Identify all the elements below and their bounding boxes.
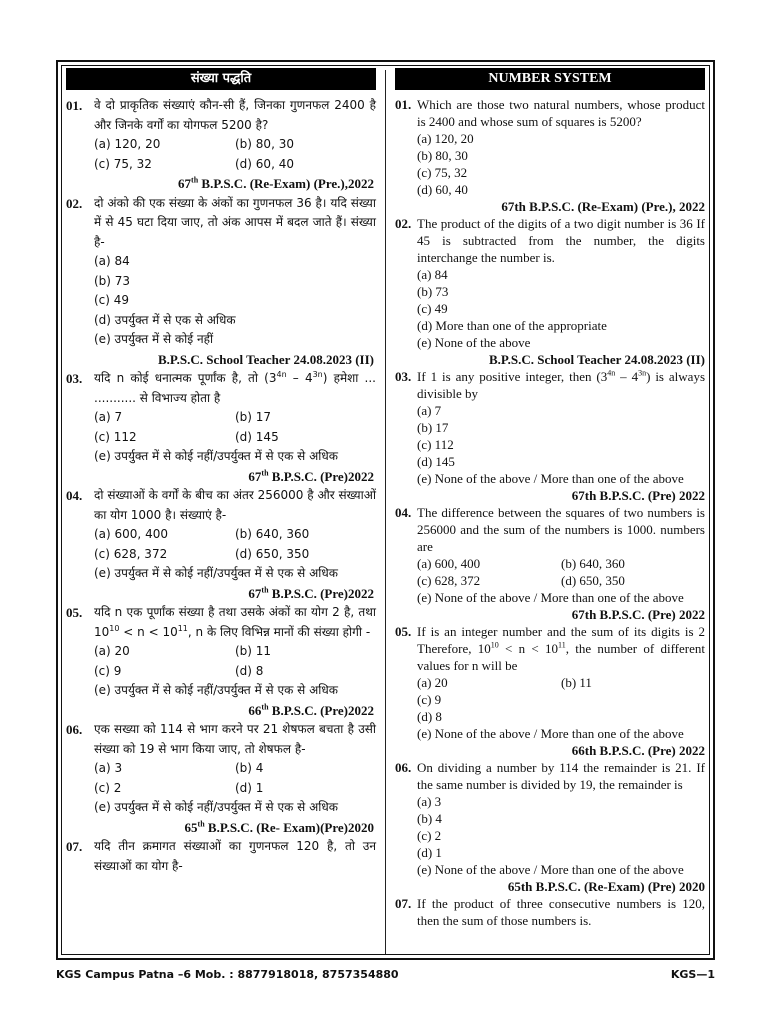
option-d: (d) 60, 40 (235, 156, 294, 171)
option-c: (c) 49 (417, 301, 448, 316)
question-text: If is an integer number and the sum of its digits is 2 Therefore, $10^{10} < n < 10^{11}$, the number of different values for n will be (417, 624, 705, 673)
question-text: दो अंको की एक संख्या के अंकों का गुणनफल 36 है। यदि संख्या में से 45 घटा दिया जाए, तो अंक आपस में बदल जाते हैं। संख्या है- (94, 195, 376, 249)
option-c: (c) 112 (94, 429, 137, 444)
option-d: (d) More than one of the appropriate (417, 318, 607, 333)
question-number: 04. (395, 505, 412, 520)
option-e: (e) उपर्युक्त में से कोई नहीं (94, 332, 214, 346)
english-column (395, 68, 705, 929)
source-citation: 67th B.P.S.C. (Pre) 2022 (571, 488, 705, 503)
footer-contact: KGS Campus Patna –6 Mob. : 8877918018, 8757354880 (56, 968, 399, 981)
option-b: (b) 17 (235, 410, 272, 424)
option-c: (c) 628, 372 (417, 573, 481, 588)
option-b: (b) 4 (235, 761, 264, 775)
option-b: (b) 17 (417, 420, 449, 435)
option-a: (a) 120, 20 (94, 137, 161, 151)
question-text: The product of the digits of a two digit number is 36 If 45 is subtracted from the number, the digits interchange the number is. (417, 216, 705, 265)
option-b: (b) 11 (561, 675, 592, 690)
hindi-question-1 (66, 96, 376, 174)
option-e: (e) None of the above / More than one of the above (417, 590, 684, 605)
question-text: On dividing a number by 114 the remainder is 21. If the same number is divided by 19, the remainder is (417, 760, 705, 792)
column-divider (385, 70, 386, 954)
hindi-section-header: संख्या पद्धति (66, 68, 376, 90)
option-b: (b) 4 (417, 811, 442, 826)
hindi-question-5 (66, 603, 376, 701)
option-d: (d) 145 (417, 454, 455, 469)
question-text: If the product of three consecutive numbers is 120, then the sum of those numbers is. (417, 896, 705, 928)
option-c: (c) 75, 32 (94, 156, 152, 171)
option-d: (d) 1 (417, 845, 442, 860)
question-number: 02. (66, 195, 83, 211)
option-e: (e) उपर्युक्त में से कोई नहीं/उपर्युक्त में से एक से अधिक (94, 800, 338, 814)
question-text: If 1 is any positive integer, then $(3^{4n} - 4^{3n})$ is always divisible by (417, 368, 706, 401)
question-number: 01. (395, 97, 412, 112)
option-a: (a) 3 (417, 794, 442, 809)
source-citation: 66th B.P.S.C. (Pre)2022 (248, 702, 374, 718)
source-citation: 65th B.P.S.C. (Re-Exam) (Pre) 2020 (507, 879, 705, 894)
english-question-6 (395, 759, 705, 878)
question-text: यदि n एक पूर्णांक संख्या है तथा उसके अंकों का योग 2 है, तथा $10^{10} < n < 10^{11}$, n के लिए विभिन्न मानों की संख्या होगी - (94, 605, 376, 639)
source-citation: 66th B.P.S.C. (Pre) 2022 (571, 743, 705, 758)
option-c: (c) 628, 372 (94, 546, 168, 561)
option-e: (e) उपर्युक्त में से कोई नहीं/उपर्युक्त में से एक से अधिक (94, 683, 338, 697)
question-number: 04. (66, 488, 83, 503)
option-a: (a) 84 (417, 267, 448, 282)
option-e: (e) None of the above / More than one of the above (417, 471, 684, 486)
source-citation: 67th B.P.S.C. (Pre) 2022 (571, 607, 705, 622)
option-c: (c) 9 (417, 692, 442, 707)
question-text: Which are those two natural numbers, whose product is 2400 and whose sum of squares is 5200? (417, 97, 705, 129)
option-a: (a) 120, 20 (417, 131, 474, 146)
english-question-7 (395, 895, 705, 929)
hindi-question-6 (66, 720, 376, 818)
english-question-5 (395, 623, 705, 742)
ordinal-sup: th (191, 175, 199, 185)
option-c: (c) 112 (417, 437, 454, 452)
question-number: 06. (395, 760, 412, 775)
hindi-question-3 (66, 369, 376, 467)
option-d: (d) 650, 350 (235, 546, 310, 561)
question-number: 03. (395, 369, 412, 384)
option-b: (b) 640, 360 (561, 556, 625, 571)
option-c: (c) 2 (94, 780, 122, 795)
english-question-2 (395, 215, 705, 351)
hindi-column (66, 68, 376, 876)
source-citation: B.P.S.C. School Teacher 24.08.2023 (II) (158, 351, 374, 367)
question-text: वे दो प्राकृतिक संख्याएं कौन-सी हैं, जिनका गुणनफल 2400 है और जिनके वर्गों का योगफल 5200 है? (94, 98, 376, 132)
option-c: (c) 9 (94, 663, 122, 678)
option-a: (a) 84 (94, 254, 130, 268)
option-b: (b) 80, 30 (417, 148, 468, 163)
source-citation: 67th B.P.S.C. (Re-Exam) (Pre.),2022 (178, 175, 374, 191)
option-e: (e) उपर्युक्त में से कोई नहीं/उपर्युक्त में से एक से अधिक (94, 566, 338, 580)
question-number: 02. (395, 216, 412, 231)
option-a: (a) 20 (417, 675, 448, 690)
hindi-question-2 (66, 194, 376, 350)
question-text: दो संख्याओं के वर्गों के बीच का अंतर 256000 है और संख्याओं का योग 1000 है। संख्याएं है- (94, 488, 376, 522)
question-text: यदि तीन क्रमागत संख्याओं का गुणनफल 120 है, तो उन संख्याओं का योग है- (94, 839, 376, 873)
question-number: 03. (66, 371, 83, 386)
source-citation: 65th B.P.S.C. (Re- Exam)(Pre)2020 (184, 819, 374, 835)
option-a: (a) 600, 400 (417, 556, 481, 571)
question-number: 01. (66, 98, 83, 113)
source-citation: 67th B.P.S.C. (Pre)2022 (248, 468, 374, 484)
english-question-4 (395, 504, 705, 606)
option-a: (a) 7 (94, 410, 123, 424)
hindi-question-4 (66, 486, 376, 584)
question-number: 05. (395, 624, 412, 639)
option-c: (c) 49 (94, 293, 130, 307)
question-number: 07. (66, 839, 83, 854)
option-d: (d) 1 (235, 780, 264, 795)
option-a: (a) 600, 400 (94, 527, 168, 541)
english-question-1 (395, 96, 705, 198)
english-question-3 (395, 368, 705, 487)
option-c: (c) 2 (417, 828, 442, 843)
option-d: (d) 650, 350 (561, 573, 625, 588)
question-text: एक सख्या को 114 से भाग करने पर 21 शेषफल बचता है उसी संख्या को 19 से भाग किया जाए, तो शेषफल है- (94, 722, 376, 756)
option-a: (a) 20 (94, 644, 130, 658)
option-b: (b) 73 (417, 284, 449, 299)
option-d: (d) 8 (417, 709, 442, 724)
option-a: (a) 7 (417, 403, 442, 418)
source-citation: 67th B.P.S.C. (Pre)2022 (248, 585, 374, 601)
option-b: (b) 80, 30 (235, 137, 294, 151)
hindi-question-7 (66, 837, 376, 876)
source-citation: 67th B.P.S.C. (Re-Exam) (Pre.), 2022 (501, 199, 705, 214)
option-d: (d) उपर्युक्त में से एक से अधिक (94, 312, 236, 327)
option-d: (d) 145 (235, 429, 279, 444)
option-e: (e) None of the above / More than one of the above (417, 862, 684, 877)
option-e: (e) उपर्युक्त में से कोई नहीं/उपर्युक्त में से एक से अधिक (94, 449, 338, 463)
english-section-header: NUMBER SYSTEM (395, 68, 705, 90)
question-text: The difference between the squares of two numbers is 256000 and the sum of the numbers is 1000. numbers are (417, 505, 705, 554)
option-c: (c) 75, 32 (417, 165, 468, 180)
option-b: (b) 11 (235, 644, 272, 658)
question-number: 06. (66, 722, 83, 737)
option-d: (d) 8 (235, 663, 264, 678)
option-d: (d) 60, 40 (417, 182, 468, 197)
option-e: (e) None of the above (417, 335, 531, 350)
question-number: 07. (395, 896, 412, 911)
footer-page-number: KGS—1 (670, 968, 715, 981)
question-text: यदि n कोई धनात्मक पूर्णांक है, तो $(3^{4n} - 4^{3n})$ हमेशा ... ........... से विभाज्य होता है (94, 370, 377, 405)
option-b: (b) 73 (94, 273, 131, 288)
option-a: (a) 3 (94, 761, 123, 775)
question-number: 05. (66, 605, 83, 620)
option-b: (b) 640, 360 (235, 527, 310, 541)
option-e: (e) None of the above / More than one of the above (417, 726, 684, 741)
source-citation: B.P.S.C. School Teacher 24.08.2023 (II) (489, 352, 705, 367)
